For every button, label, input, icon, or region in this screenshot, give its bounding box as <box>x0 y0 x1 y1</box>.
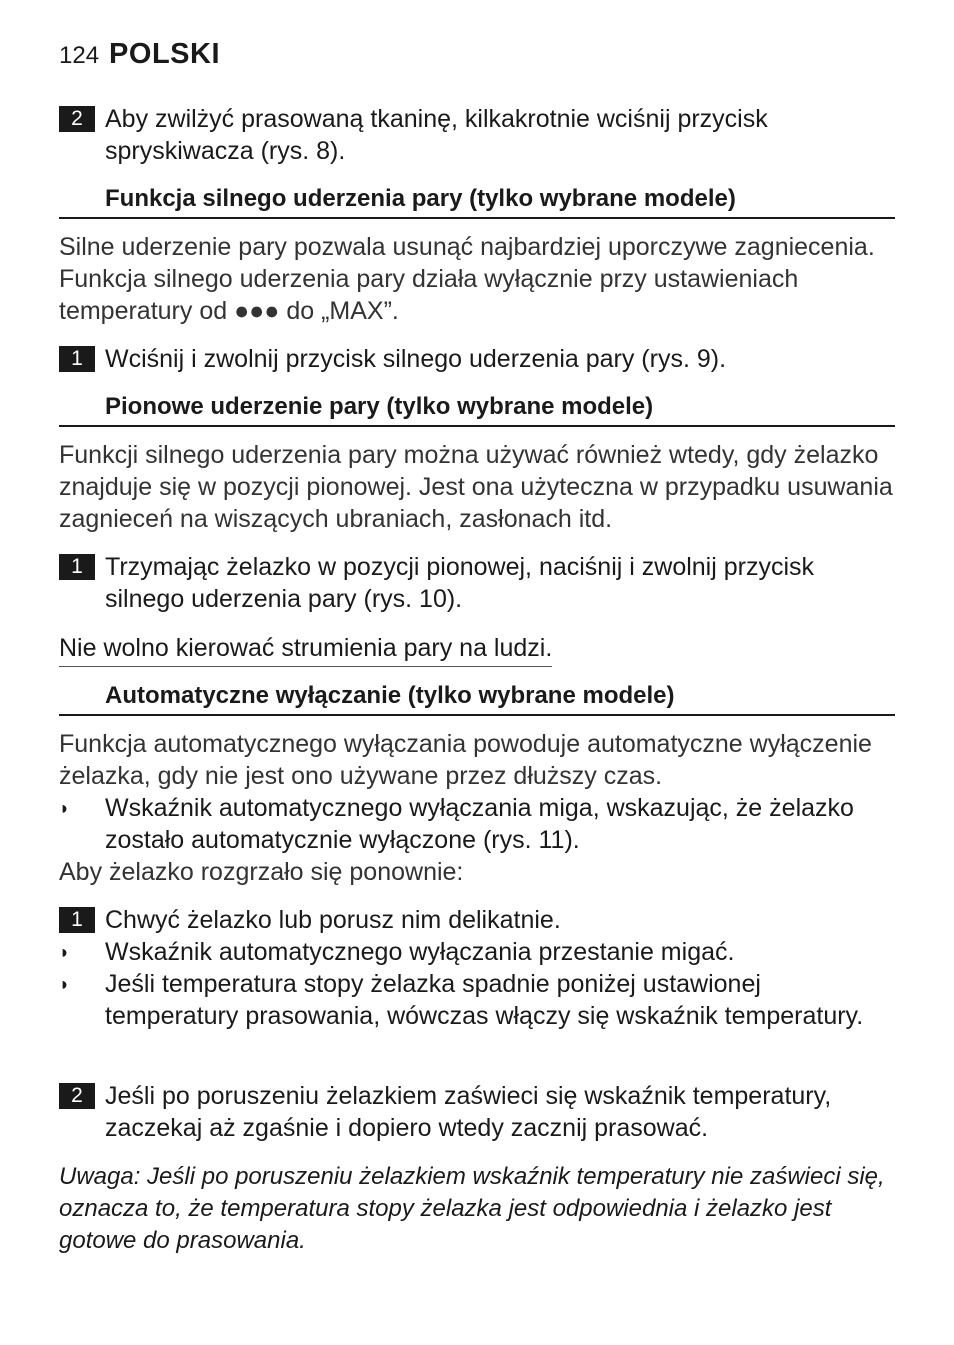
step-vertical-steam <box>59 551 895 615</box>
bullet-stops-blinking <box>59 936 895 968</box>
note-text: Uwaga: Jeśli po poruszeniu żelazkiem wskaźnik temperatury nie zaświeci się, oznacza to, że temperatura stopy żelazka jest odpowiednia i żelazko jest gotowe do prasowania. <box>59 1163 885 1254</box>
step-number: 1 <box>59 554 95 580</box>
step-number: 2 <box>59 106 95 132</box>
bullet-auto-off-blinks <box>59 792 895 856</box>
paragraph-reheat: Aby żelazko rozgrzało się ponownie: <box>59 858 464 886</box>
step-number: 2 <box>59 1083 95 1109</box>
heading-text: Automatyczne wyłączanie (tylko wybrane modele) <box>105 682 675 709</box>
bullet-icon: ◗ <box>59 798 70 818</box>
bullet-icon: ◗ <box>59 942 70 962</box>
step-text: Wciśnij i zwolnij przycisk silnego uderzenia pary (rys. 9). <box>105 345 727 373</box>
step-move-iron <box>59 904 895 936</box>
bullet-icon: ◗ <box>59 974 70 994</box>
step-number: 1 <box>59 346 95 372</box>
step-text: Chwyć żelazko lub porusz nim delikatnie. <box>105 906 561 934</box>
step-text: Aby zwilżyć prasowaną tkaninę, kilkakrotnie wciśnij przycisk spryskiwacza (rys. 8). <box>105 105 768 165</box>
paragraph-shot-of-steam: Silne uderzenie pary pozwala usunąć najbardziej uporczywe zagniecenia. Funkcja silnego uderzenia pary działa wyłącznie przy ustawieniach temperatury od ●●● do „MAX”. <box>59 233 875 325</box>
language-title: POLSKI <box>109 38 221 70</box>
section-heading-auto-off <box>59 681 895 716</box>
bullet-text: Wskaźnik automatycznego wyłączania przestanie migać. <box>105 938 735 966</box>
step-shot-of-steam <box>59 343 895 375</box>
step-wait-light <box>59 1080 895 1144</box>
step-spray <box>59 103 895 167</box>
warning-text: Nie wolno kierować strumienia pary na ludzi. <box>59 632 552 667</box>
heading-text: Pionowe uderzenie pary (tylko wybrane modele) <box>105 393 654 420</box>
page-number: 124 <box>59 42 100 69</box>
section-heading-vertical-steam <box>59 392 895 427</box>
bullet-temperature-light <box>59 968 895 1032</box>
page-header <box>59 38 220 71</box>
section-heading-shot-of-steam <box>59 184 895 219</box>
step-number: 1 <box>59 907 95 933</box>
heading-text: Funkcja silnego uderzenia pary (tylko wybrane modele) <box>105 185 736 212</box>
step-text: Trzymając żelazko w pozycji pionowej, naciśnij i zwolnij przycisk silnego uderzenia pary (rys. 10). <box>105 553 815 613</box>
paragraph-vertical-steam: Funkcji silnego uderzenia pary można używać również wtedy, gdy żelazko znajduje się w pozycji pionowej. Jest ona użyteczna w przypadku usuwania zagnieceń na wiszących ubraniach, zasłonach itd. <box>59 441 893 533</box>
bullet-text: Jeśli temperatura stopy żelazka spadnie poniżej ustawionej temperatury prasowania, wówczas włączy się wskaźnik temperatury. <box>105 970 864 1030</box>
bullet-text: Wskaźnik automatycznego wyłączania miga, wskazując, że żelazko zostało automatycznie wyłączone (rys. 11). <box>105 794 854 854</box>
step-text: Jeśli po poruszeniu żelazkiem zaświeci się wskaźnik temperatury, zaczekaj aż zgaśnie i dopiero wtedy zacznij prasować. <box>105 1082 832 1142</box>
paragraph-auto-off: Funkcja automatycznego wyłączania powoduje automatyczne wyłączenie żelazka, gdy nie jest ono używane przez dłuższy czas. <box>59 730 872 790</box>
